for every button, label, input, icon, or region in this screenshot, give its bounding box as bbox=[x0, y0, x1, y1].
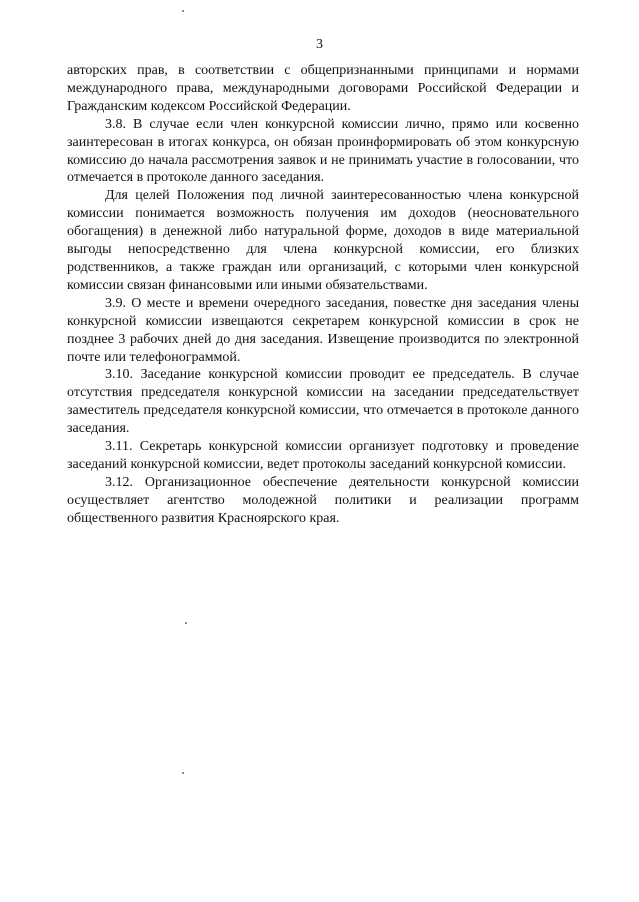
page-number: 3 bbox=[316, 37, 323, 52]
paragraph-1: авторских прав, в соответствии с общепризнанными принципами и нормами международного права, международными договорами Российской Федерации и Гражданским кодексом Российской Федерации. bbox=[67, 63, 579, 114]
paragraph-interest-definition: Для целей Положения под личной заинтересованностью члена конкурсной комиссии понимается возможность получения им доходов (неосновательного обогащения) в денежной либо натуральной форме, доходов в виде материальной выгоды непосредственно для члена конкурсной комиссии, его близких родственников, а также граждан или организаций, с которыми член конкурсной комиссии связан финансовыми или иными обязательствами. bbox=[67, 188, 579, 293]
paragraph-3-11: 3.11. Секретарь конкурсной комиссии организует подготовку и проведение заседаний конкурсной комиссии, ведет протоколы заседаний конкурсной комиссии. bbox=[67, 439, 579, 472]
scan-speck bbox=[182, 772, 184, 774]
scan-speck bbox=[185, 622, 187, 624]
paragraph-3-9: 3.9. О месте и времени очередного заседания, повестке дня заседания члены конкурсной комиссии извещаются секретарем конкурсной комиссии в срок не позднее 3 рабочих дней до дня заседания. Извещение производится по электронной почте или телефонограммой. bbox=[67, 295, 579, 365]
paragraph-3-8: 3.8. В случае если член конкурсной комиссии лично, прямо или косвенно заинтересован в итогах конкурса, он обязан проинформировать об этом конкурсную комиссию до начала рассмотрения заявок и не принимать участие в голосовании, что отмечается в протоколе данного заседания. bbox=[67, 116, 579, 186]
document-body bbox=[67, 62, 579, 528]
scan-speck bbox=[182, 10, 184, 12]
paragraph-3-12: 3.12. Организационное обеспечение деятельности конкурсной комиссии осуществляет агентство молодежной политики и реализации программ общественного развития Красноярского края. bbox=[67, 474, 579, 526]
paragraph-3-10: 3.10. Заседание конкурсной комиссии проводит ее председатель. В случае отсутствия председателя конкурсной комиссии на заседании председательствует заместитель председателя конкурсной комиссии, что отмечается в протоколе данного заседания. bbox=[67, 367, 579, 437]
